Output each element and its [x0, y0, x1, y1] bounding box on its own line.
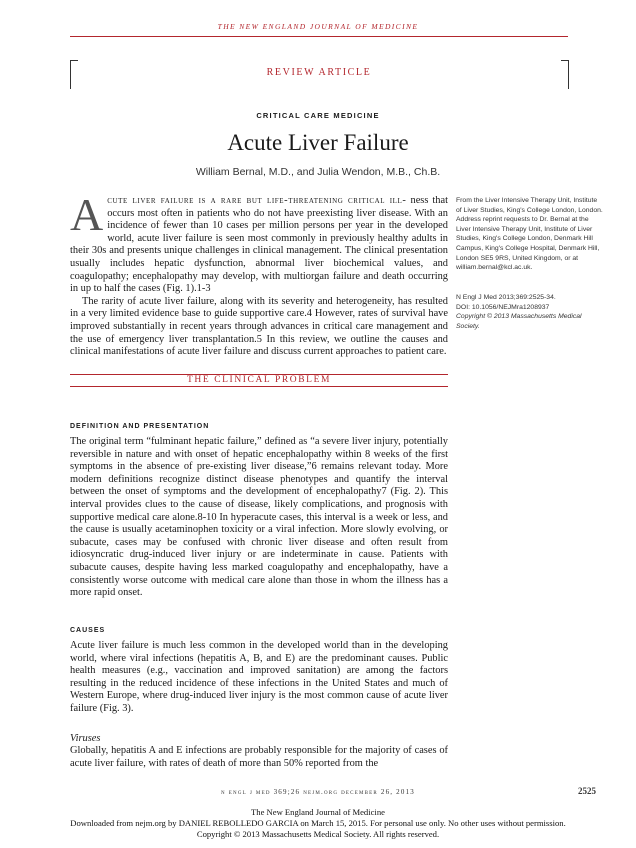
intro-text-1: ness that occurs most often in patients who do not have preexisting liver disease. With an incidence of fewer than 10 cases per million persons per year in the developed world, acute liver failure is seen most commonly in previously healthy adults in their 30s and presents unique challenges in clinical management. The clinical presentation usually includes hepatic dysfunction, abnormal liver biochemical values, and coagulopathy; encephalopathy may develop, with multiorgan failure and death occurring in up to half the cases (Fig. 1).1-3: [70, 195, 448, 295]
intro-section: [70, 189, 448, 359]
download-copyright: Copyright © 2013 Massachusetts Medical Society. All rights reserved.: [196, 829, 440, 839]
heading-rule-bottom: [70, 386, 448, 387]
causes-text: Acute liver failure is much less common in the developed world than in the developing world, where viral infections (hepatitis A, B, and E) are the predominant causes. Public health measures (e.g., vaccination and improved sanitation) are among the factors resulting in the reduced incidence of these infections in the United States and much of Western Europe, where drug-induced liver injury is the most common cause of acute liver failure (Fig. 3).: [70, 640, 448, 714]
definition-text: The original term “fulminant hepatic failure,” defined as “a severe liver injury, potentially reversible in nature and with onset of hepatic encephalopathy within 8 weeks of the first symptoms in the absence of pre-existing liver disease,”6 remains relevant today. More modern definitions recognize distinct disease phenotypes and quantify the interval between the onset of symptoms and the development of encephalopathy7 (Fig. 2). This interval provides clues to the cause of disease, likely complications, and prognosis with supportive medical care alone.8-10 In hyperacute cases, this interval is a week or less, and the cause is usually acetaminophen toxicity or a viral infection. More slowly evolving, or subacute, cases may be confused with chronic liver disease and often result from idiosyncratic drug-induced liver injury or are indeterminate in cause. Patients with subacute causes, despite having less marked coagulopathy and encephalopathy, have a consistently worse outcome with medical care alone than those in whom the illness has a more rapid onset.: [70, 436, 448, 599]
author-line: William Bernal, M.D., and Julia Wendon, M.B., Ch.B.: [195, 166, 441, 178]
clinical-problem-heading: [70, 372, 448, 390]
definition-heading: DEFINITION AND PRESENTATION: [70, 423, 210, 430]
sidebar-citation: [456, 293, 604, 331]
viruses-heading: Viruses: [70, 733, 101, 744]
affiliation-text: From the Liver Intensive Therapy Unit, Institute of Liver Studies, King's College London, London. Address reprint requests to Dr. Bernal at the Liver Intensive Therapy Unit, Institute of Liver Studies, King's College London, Denmark Hill Campus, King's College Hospital, Denmark Hill, London SE5 9RS, United Kingdom, or at william.bernal@kcl.ac.uk.: [456, 197, 603, 272]
causes-section: [70, 640, 448, 716]
definition-section: [70, 436, 448, 600]
download-notice: Downloaded from nejm.org by DANIEL REBOLLEDO GARCIA on March 15, 2015. For personal use only. No other uses without permission.: [70, 818, 566, 828]
journal-header: THE NEW ENGLAND JOURNAL OF MEDICINE: [217, 22, 419, 31]
citation-text: N Engl J Med 2013;369:2525-34.: [456, 294, 556, 301]
copyright-text: Copyright © 2013 Massachusetts Medical Society.: [456, 313, 582, 330]
sidebar-affiliation: [456, 196, 604, 273]
article-title: Acute Liver Failure: [227, 130, 409, 155]
drop-cap: A: [70, 189, 104, 240]
download-journal-line: The New England Journal of Medicine: [251, 807, 385, 817]
clinical-problem-title: THE CLINICAL PROBLEM: [186, 375, 332, 385]
header-rule: [70, 36, 568, 37]
doi-link[interactable]: DOI: 10.1056/NEJMra1208937: [456, 303, 550, 311]
intro-paragraph-1: [70, 189, 448, 296]
causes-heading: CAUSES: [70, 627, 106, 634]
intro-lead: cute liver failure is a rare but life-threatening critical ill-: [107, 195, 407, 206]
viruses-section: [70, 745, 448, 770]
article-type-label: REVIEW ARTICLE: [266, 67, 372, 78]
section-label: CRITICAL CARE MEDICINE: [256, 111, 380, 120]
page-number: 2525: [578, 786, 596, 796]
viruses-text: Globally, hepatitis A and E infections are probably responsible for the majority of cases of acute liver failure, with rates of death of more than 50% reported from the: [70, 745, 448, 769]
running-footer: n engl j med 369;26 nejm.org december 26, 2013: [221, 788, 415, 796]
intro-paragraph-2: The rarity of acute liver failure, along with its severity and heterogeneity, has resulted in a very limited evidence base to guide supportive care.4 However, rates of survival have improved substantially in recent years through advances in critical care management and the use of emergency liver transplantation.5 In this review, we outline the causes and clinical manifestations of acute liver failure and discuss current approaches to patient care.: [70, 295, 448, 358]
